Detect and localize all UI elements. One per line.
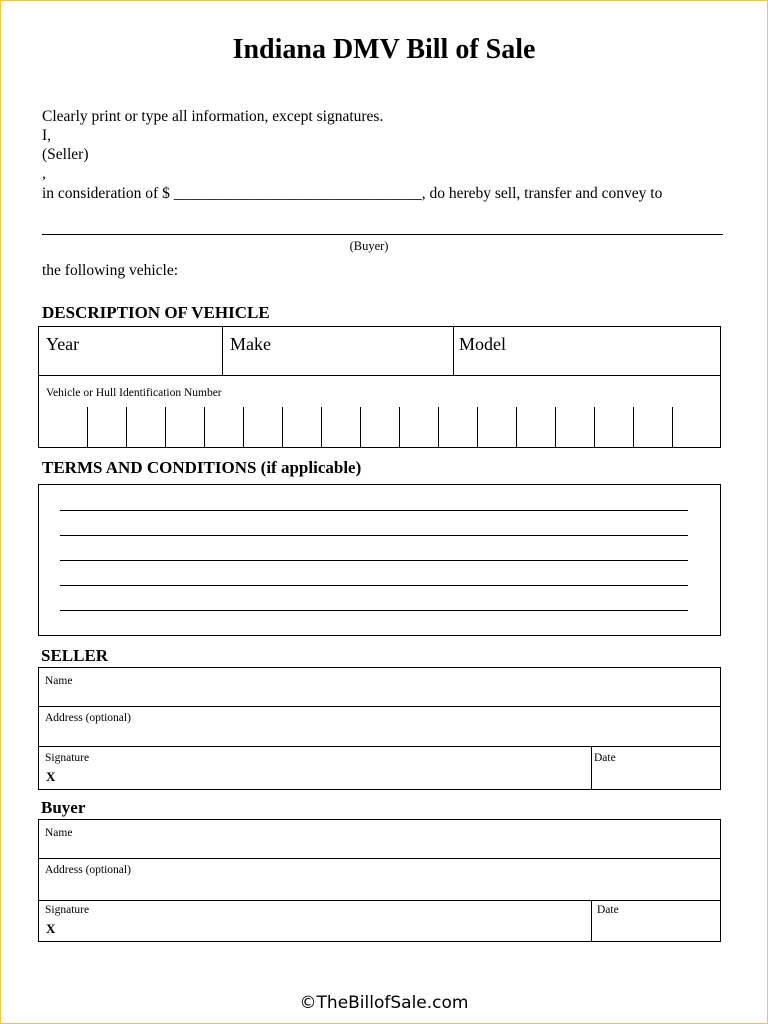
buyer-label: (Buyer) [349,239,389,253]
buyer-date-label: Date [597,904,619,916]
vehicle-section-heading: DESCRIPTION OF VEHICLE [42,303,270,322]
consideration-text: in consideration of $ ________________________________, do hereby sell, transfer and convey to [42,185,663,202]
terms-section-heading: TERMS AND CONDITIONS (if applicable) [42,458,362,477]
terms-line[interactable] [60,585,688,586]
seller-date-label: Date [594,752,616,764]
vin-cell-divider [126,407,127,447]
comma-text: , [42,165,46,182]
seller-address-label: Address (optional) [45,712,131,724]
i-label: I, [42,127,52,144]
vin-cell-divider [516,407,517,447]
buyer-signature-x-mark: X [46,921,56,936]
document-title: Indiana DMV Bill of Sale [232,34,536,65]
buyer-date-field[interactable] [592,901,720,941]
seller-label: (Seller) [42,146,89,163]
terms-line[interactable] [60,610,688,611]
vehicle-table [38,326,721,448]
vin-cell-divider [204,407,205,447]
vin-cell-divider [165,407,166,447]
vin-cell-divider [360,407,361,447]
buyer-section-heading: Buyer [41,798,86,817]
buyer-name-label: Name [45,827,73,839]
buyer-name-field[interactable] [39,820,720,858]
year-field-label: Year [46,334,80,354]
seller-signature-label: Signature [45,752,90,764]
seller-name-label: Name [45,675,73,687]
buyer-signature-label: Signature [45,904,90,916]
vin-cell-divider [594,407,595,447]
vin-character-cells[interactable] [39,407,720,447]
vin-cell-divider [477,407,478,447]
vin-cell-divider [399,407,400,447]
footer-copyright: ©TheBillofSale.com [299,993,469,1013]
vin-cell-divider [243,407,244,447]
seller-signature-x-mark: X [46,769,56,784]
buyer-table [38,819,721,942]
seller-address-field[interactable] [39,707,720,746]
vin-cell-divider [672,407,673,447]
buyer-address-field[interactable] [39,859,720,898]
make-field-label: Make [230,334,271,354]
seller-signature-field[interactable] [39,747,591,789]
buyer-name-line[interactable] [42,234,723,235]
terms-line[interactable] [60,510,688,511]
vin-field-label: Vehicle or Hull Identification Number [46,387,222,399]
seller-date-field[interactable] [592,747,720,789]
buyer-signature-field[interactable] [39,901,591,941]
vin-cell-divider [87,407,88,447]
seller-table [38,667,721,790]
model-field-label: Model [459,334,506,354]
instructions-text: Clearly print or type all information, except signatures. [42,108,384,125]
make-model-divider [453,327,454,375]
seller-section-heading: SELLER [41,646,109,665]
terms-line[interactable] [60,535,688,536]
following-vehicle-text: the following vehicle: [42,262,179,279]
vin-cell-divider [555,407,556,447]
vin-cell-divider [321,407,322,447]
vin-cell-divider [633,407,634,447]
year-make-divider [222,327,223,375]
vin-cell-divider [438,407,439,447]
vehicle-table-divider [39,375,720,376]
terms-line[interactable] [60,560,688,561]
seller-name-field[interactable] [39,668,720,706]
buyer-address-label: Address (optional) [45,864,131,876]
terms-box[interactable] [38,484,721,636]
vin-cell-divider [282,407,283,447]
